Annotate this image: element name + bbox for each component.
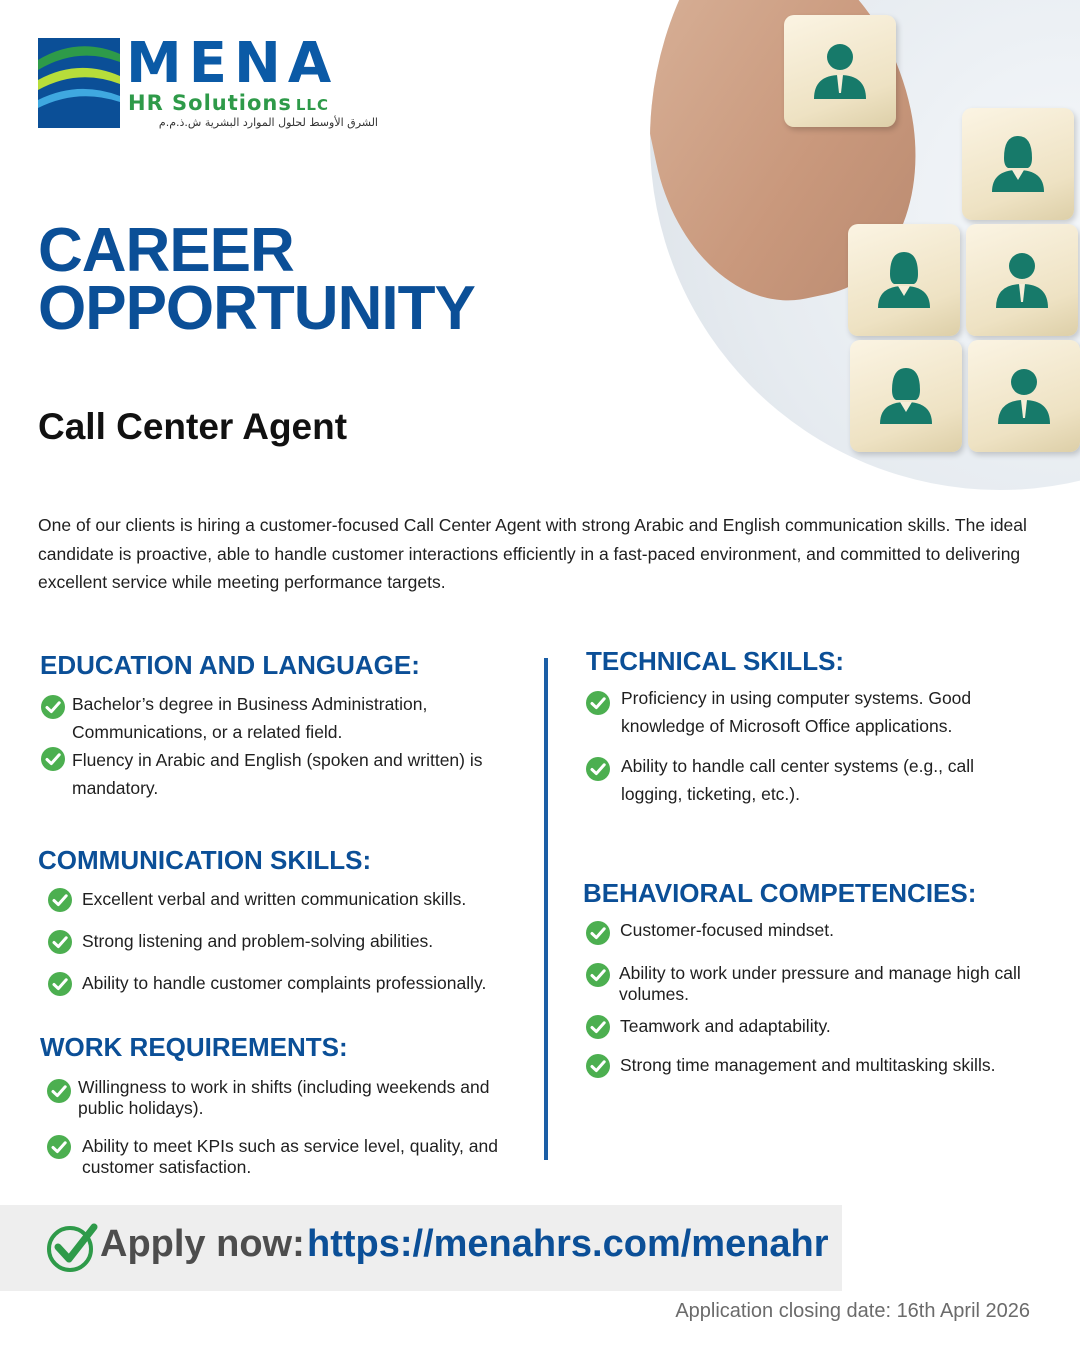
list-item: Strong time management and multitasking skills. — [620, 1055, 996, 1075]
cube-person-female-icon — [848, 224, 960, 336]
check-icon — [40, 746, 66, 772]
logo-suffix: LLC — [295, 96, 329, 114]
closing-date: Application closing date: 16th April 2026 — [675, 1300, 1030, 1322]
list-item: Ability to work under pressure and manage high call volumes. — [619, 963, 1021, 1004]
check-icon — [46, 1134, 72, 1160]
logo-arabic-tagline: الشرق الأوسط لحلول الموارد البشرية ش.ذ.م.م — [158, 116, 378, 129]
list-item: Strong listening and problem-solving abilities. — [82, 931, 434, 951]
check-icon — [46, 1078, 72, 1104]
hero-photo — [650, 0, 1080, 490]
globe-logo-icon — [38, 38, 120, 128]
list-item: Bachelor’s degree in Business Administration, Communications, or a related field. — [72, 694, 428, 742]
cube-person-male-icon — [966, 224, 1078, 336]
list-item: Customer-focused mindset. — [620, 920, 834, 940]
check-icon — [47, 887, 73, 913]
list-item: Teamwork and adaptability. — [620, 1016, 831, 1036]
cube-person-male-icon — [968, 340, 1080, 452]
page-title — [38, 216, 475, 343]
checkmark-circle-icon — [44, 1219, 100, 1275]
check-icon — [585, 690, 611, 716]
job-title: Call Center Agent — [38, 406, 348, 447]
list-item: Ability to handle customer complaints professionally. — [82, 973, 487, 993]
company-logo — [38, 31, 378, 136]
behavioral-heading: BEHAVIORAL COMPETENCIES: — [583, 878, 977, 908]
cube-person-female-icon — [962, 108, 1074, 220]
technical-heading: TECHNICAL SKILLS: — [586, 646, 845, 676]
check-icon — [585, 1053, 611, 1079]
apply-link[interactable]: https://menahrs.com/menahr — [307, 1223, 829, 1265]
check-icon — [40, 694, 66, 720]
logo-name: MENA — [126, 31, 339, 96]
job-description: One of our clients is hiring a customer-focused Call Center Agent with strong Arabic and English communication skills. The ideal candidate is proactive, able to handle customer interactions efficiently in a fast-paced environment, and committed to delivering excellent service while meeting performance targets. — [38, 515, 1027, 592]
cube-person-female-icon — [850, 340, 962, 452]
cube-person-male-icon — [784, 15, 896, 127]
check-icon — [47, 929, 73, 955]
list-item: Ability to handle call center systems (e.g., call logging, ticketing, etc.). — [621, 756, 975, 804]
check-icon — [585, 962, 611, 988]
logo-subtitle-text: HR Solutions — [128, 91, 292, 115]
check-icon — [585, 920, 611, 946]
title-line-2: OPPORTUNITY — [38, 274, 475, 343]
education-heading: EDUCATION AND LANGUAGE: — [40, 650, 420, 680]
list-item: Proficiency in using computer systems. Good knowledge of Microsoft Office applications. — [621, 688, 972, 736]
list-item: Willingness to work in shifts (including weekends and public holidays). — [78, 1077, 490, 1118]
list-item: Ability to meet KPIs such as service level, quality, and customer satisfaction. — [82, 1136, 498, 1177]
communication-heading: COMMUNICATION SKILLS: — [38, 845, 372, 875]
check-icon — [585, 756, 611, 782]
list-item: Fluency in Arabic and English (spoken and written) is mandatory. — [72, 750, 483, 798]
column-divider — [544, 658, 548, 1160]
check-icon — [585, 1014, 611, 1040]
work-heading: WORK REQUIREMENTS: — [40, 1032, 348, 1062]
check-icon — [47, 971, 73, 997]
title-line-1: CAREER — [38, 216, 294, 285]
logo-subtitle — [128, 91, 329, 115]
apply-banner — [0, 1205, 842, 1291]
apply-label: Apply now: — [100, 1223, 305, 1265]
list-item: Excellent verbal and written communication skills. — [82, 889, 467, 909]
